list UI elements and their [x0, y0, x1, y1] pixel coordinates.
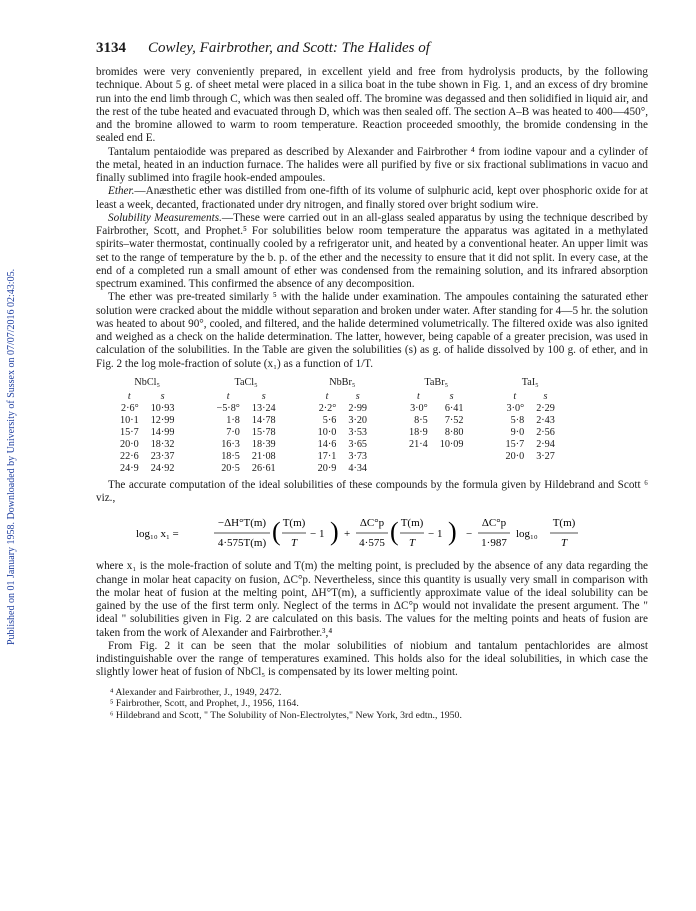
table-gap — [282, 375, 312, 390]
table-gap — [373, 375, 403, 390]
page-number: 3134 — [96, 40, 126, 56]
table-cell-s: 13·24 — [251, 403, 276, 415]
paragraph-pentaiodide: Tantalum pentaiodide was prepared as described by Alexander and Fairbrother ⁴ from iodine vapour and a cylinder of the metal, heated in an induction furnace. The halides were all purified by five or six fractional sublimations in vacuo and finally sublimed into fragile hook-ended ampoules. — [96, 145, 648, 184]
table-gap — [470, 427, 500, 439]
formula-frac3-num: ΔC°p — [481, 517, 507, 530]
table-cell-s: 24·92 — [150, 463, 175, 475]
page-header — [96, 40, 648, 66]
formula-frac1-den: 4·575T(m) — [217, 537, 267, 550]
paragraph-fig2: From Fig. 2 it can be seen that the molar solubilities of niobium and tantalum pentachlorides are almost indistinguishable over the range of temperatures examined. This holds also for the ideal solubilities, in which case the slightly lower heat of fusion of NbCl₅ is compensated by its lower melting point. — [96, 639, 648, 679]
table-cell-t: 22·6 — [120, 451, 139, 463]
table-compound-heading: NbBr₅ — [329, 376, 356, 388]
table-cell-t: 18·5 — [221, 451, 240, 463]
table-row — [114, 439, 561, 451]
table-gap — [180, 403, 210, 415]
table-cell-s: 3·20 — [348, 415, 368, 427]
formula-paren1-num: T(m) — [282, 517, 306, 530]
table-gap — [373, 415, 403, 427]
table-gap — [282, 439, 312, 451]
paragraph-solubility-body: —These were carried out in an all-glass sealed apparatus by using the technique described by Fairbrother, Scott, and Prophet.⁵ For solubilities below room temperature the apparatus was agitated in a methylated spirits–water thermostat, continually cooled by a refrigerator unit, and heated by a conventional heater. An upper limit was set to the range of temperature by the b. p. of the ether and the necessity to ensure that it did not split. In every case, at the end of a completed run a small amount of ether was condensed from the remaining solution, and its infrared absorption spectrum examined. This confirmed the absence of any decomposition. — [96, 211, 649, 290]
table-compound-heading: TaCl₅ — [234, 376, 258, 388]
table-cell-s: 3·27 — [536, 451, 555, 463]
table-cell-s: 3·65 — [348, 439, 368, 451]
table-gap — [282, 463, 312, 475]
table-cell-t: 7·0 — [226, 427, 240, 439]
paragraph-melting-point: where x₁ is the mole-fraction of solute and T(m) the melting point, is precluded by the absence of any data regarding the change in molar heat capacity on fusion, ΔC°p. Nevertheless, since this quantity is usually very small in comparison with the molar heat of fusion at the melting point, ΔH°T(m), a sufficiently approximate value of the ideal solubility can be gained by the use of the first term only. Neglect of the terms in ΔC°p would not invalidate the present argument. The " ideal " solubilities given in Fig. 2 are calculated on this basis. The values for the melting points and heats of fusion are taken from the work of Alexander and Fairbrother.³,⁴ — [96, 560, 648, 639]
formula-paren-open-1: ( — [272, 517, 281, 547]
formula-frac4-den: T — [560, 537, 568, 550]
table-cell-s: 2·99 — [348, 403, 368, 415]
table-cell-t: 15·7 — [120, 427, 139, 439]
download-watermark — [4, 150, 18, 650]
table-cell-t: 14·6 — [317, 439, 337, 451]
table-gap — [180, 439, 210, 451]
paragraph-ether-lead: Ether. — [108, 185, 135, 198]
formula-paren-close-1: ) — [330, 517, 339, 547]
paragraph-solubility-lead: Solubility Measurements. — [108, 211, 222, 224]
table-cell-s: 18·39 — [251, 439, 276, 451]
formula-paren2-num: T(m) — [400, 517, 424, 530]
table-cell-s: 21·08 — [251, 451, 276, 463]
table-cell-t: 9·0 — [510, 427, 525, 439]
table-gap — [373, 439, 403, 451]
table-gap — [470, 375, 500, 390]
formula-minus-one-2: − 1 — [428, 528, 443, 541]
paragraph-ether — [96, 185, 648, 212]
table-cell-t: 17·1 — [317, 451, 337, 463]
table-gap — [282, 451, 312, 463]
table-gap — [282, 415, 312, 427]
table-cell-s: 4·34 — [348, 463, 368, 475]
table-row — [114, 427, 561, 439]
formula-paren1-den: T — [290, 537, 298, 550]
table-compound-heading: TaBr₅ — [424, 376, 449, 388]
table-gap — [180, 415, 210, 427]
table-col-s-heading: s — [261, 390, 266, 402]
table-gap — [470, 403, 500, 415]
table-col-t-heading: t — [226, 390, 230, 402]
table-col-s-heading: s — [355, 390, 360, 402]
table-gap — [180, 463, 210, 475]
footnote-5: ⁵ Fairbrother, Scott, and Prophet, J., 1956, 1164. — [110, 698, 299, 710]
table-cell-t: 8·5 — [414, 415, 428, 427]
table-compound-heading: TaI₅ — [521, 376, 539, 388]
paragraph-bromides: bromides were very conveniently prepared, in excellent yield and free from hydrolysis products, by the following technique. About 5 g. of sheet metal were placed in a silica boat in the tube shown in Fig. 1, and an excess of dry bromine run into the end limb through C, which was then sealed off. The bromine was degassed and then solidified in liquid air, and the rest of the tube heated and evacuated through D, which was then sealed off. The section A–B was heated to 400—450°, and the bromine allowed to warm to room temperature. Reaction proceeded smoothly, the bromide condensing in the sealed end E. — [96, 66, 648, 145]
table-row — [114, 451, 561, 463]
paragraph-ether-body: —Anæsthetic ether was distilled from one-fifth of its volume of sulphuric acid, kept over phosphoric oxide for at least a week, decanted, fractionated under dry nitrogen, and finally stored over bright sodium wire. — [96, 185, 648, 211]
table-cell-s: 3·73 — [348, 451, 368, 463]
formula-paren2-den: T — [408, 537, 416, 550]
table-col-s-heading: s — [160, 390, 165, 402]
table-cell-s: 6·41 — [444, 403, 464, 415]
table-gap — [470, 415, 500, 427]
ideal-solubility-formula — [96, 508, 648, 556]
table-gap — [470, 439, 500, 451]
table-gap — [180, 375, 210, 390]
table-cell-t: 10·0 — [317, 427, 337, 439]
table-cell-t — [500, 463, 531, 475]
table-col-s-heading: s — [449, 390, 454, 402]
table-cell-s — [434, 451, 470, 463]
table-row — [114, 415, 561, 427]
table-cell-s: 14·99 — [150, 427, 175, 439]
table-gap — [373, 463, 403, 475]
formula-log-label: log₁₀ — [516, 528, 538, 541]
table-cell-t: 24·9 — [120, 463, 139, 475]
table-cell-s: 8·80 — [444, 427, 464, 439]
formula-frac4-num: T(m) — [552, 517, 576, 530]
formula-paren-close-2: ) — [448, 517, 457, 547]
table-cell-t: 10·1 — [120, 415, 139, 427]
table-gap — [373, 403, 403, 415]
table-gap — [470, 390, 500, 403]
table-cell-t: 5·8 — [510, 415, 525, 427]
table-cell-s: 7·52 — [444, 415, 464, 427]
table-col-t-heading: t — [127, 390, 131, 402]
table-cell-t: 16·3 — [221, 439, 240, 451]
table-gap — [282, 427, 312, 439]
table-col-s-heading: s — [543, 390, 548, 402]
paragraph-solubility — [96, 212, 648, 292]
download-watermark-text: Published on 01 January 1958. Downloaded by University of Sussex on 07/07/2016 02:43:05. — [6, 268, 17, 645]
table-gap — [470, 451, 500, 463]
table-cell-s: 18·32 — [150, 439, 175, 451]
table-cell-s: 10·09 — [439, 439, 464, 451]
table-cell-s — [434, 463, 470, 475]
formula-frac1-num: −ΔH°T(m) — [217, 517, 267, 530]
table-subheader-row — [114, 390, 561, 403]
table-gap — [282, 403, 312, 415]
footnotes — [96, 687, 648, 722]
footnote-4: ⁴ Alexander and Fairbrother, J., 1949, 2472. — [110, 686, 282, 698]
formula-frac2-den: 4·575 — [359, 537, 385, 550]
table-row — [114, 403, 561, 415]
table-gap — [282, 390, 312, 403]
running-title: Cowley, Fairbrother, and Scott: The Halides of — [148, 40, 430, 56]
table-cell-s — [530, 463, 561, 475]
table-col-t-heading: t — [513, 390, 517, 402]
table-gap — [470, 463, 500, 475]
table-cell-t: 20·9 — [317, 463, 337, 475]
table-cell-t — [403, 451, 434, 463]
table-cell-s: 15·78 — [251, 427, 276, 439]
table-cell-s: 10·93 — [150, 403, 175, 415]
formula-plus: + — [344, 528, 351, 541]
table-cell-s: 14·78 — [251, 415, 276, 427]
table-cell-t: 2·6° — [121, 403, 139, 415]
table-cell-t: 20·0 — [505, 451, 525, 463]
table-cell-t: 3·0° — [410, 403, 428, 415]
table-gap — [180, 427, 210, 439]
formula-minus-one-1: − 1 — [310, 528, 325, 541]
table-cell-t: 3·0° — [506, 403, 525, 415]
formula-frac2-num: ΔC°p — [359, 517, 385, 530]
table-gap — [373, 427, 403, 439]
table-cell-s: 2·56 — [536, 427, 555, 439]
table-col-t-heading: t — [416, 390, 420, 402]
table-cell-s: 2·94 — [536, 439, 555, 451]
table-header-row — [114, 375, 561, 390]
footnote-6: ⁶ Hildebrand and Scott, " The Solubility of Non-Electrolytes," New York, 3rd edtn., 1950. — [110, 709, 462, 721]
table-cell-t: 18·9 — [409, 427, 428, 439]
paragraph-computation: The accurate computation of the ideal solubilities of these compounds by the formula given by Hildebrand and Scott ⁶ viz., — [96, 478, 648, 504]
table-cell-t: 2·2° — [318, 403, 337, 415]
table-cell-s: 3·53 — [348, 427, 368, 439]
table-row — [114, 463, 561, 475]
table-cell-t: 5·6 — [322, 415, 337, 427]
table-col-t-heading: t — [325, 390, 329, 402]
table-compound-heading: NbCl₅ — [134, 376, 161, 388]
formula-frac3-den: 1·987 — [481, 537, 507, 550]
table-gap — [373, 390, 403, 403]
solubility-table — [114, 375, 561, 475]
table-cell-s: 23·37 — [150, 451, 175, 463]
table-cell-t: 1·8 — [226, 415, 240, 427]
table-cell-t: 20·0 — [120, 439, 139, 451]
formula-paren-open-2: ( — [390, 517, 399, 547]
table-cell-s: 2·29 — [536, 403, 555, 415]
table-gap — [373, 451, 403, 463]
table-cell-t: −5·8° — [216, 403, 240, 415]
formula-minus: − — [466, 528, 473, 541]
table-cell-s: 12·99 — [150, 415, 175, 427]
table-cell-t: 20·5 — [221, 463, 240, 475]
table-gap — [180, 451, 210, 463]
table-cell-t — [403, 463, 434, 475]
table-cell-s: 2·43 — [536, 415, 555, 427]
table-cell-s: 26·61 — [251, 463, 276, 475]
table-cell-t: 21·4 — [409, 439, 428, 451]
table-gap — [180, 390, 210, 403]
table-cell-t: 15·7 — [505, 439, 525, 451]
formula-lhs: log₁₀ x₁ = — [136, 528, 179, 541]
page-body — [96, 40, 648, 721]
paragraph-pretreatment: The ether was pre-treated similarly ⁵ with the halide under examination. The ampoules containing the saturated ether solution were cracked about the middle without separation and broken under water. After standing for 4—5 hr. the solution was heated to about 90°, cooled, and filtered, and the halide determined volumetrically. The filtered oxide was also ignited and weighed as a check on the halide determination. The latter, however, being capable of a greater precision, was used in calculation of the solubilities. In the Table are given the solubilities (s) as g. of halide dissolved by 100 g. of ether, and in Fig. 2 the log mole-fraction of solute (x₁) as a function of 1/T. — [96, 291, 648, 370]
